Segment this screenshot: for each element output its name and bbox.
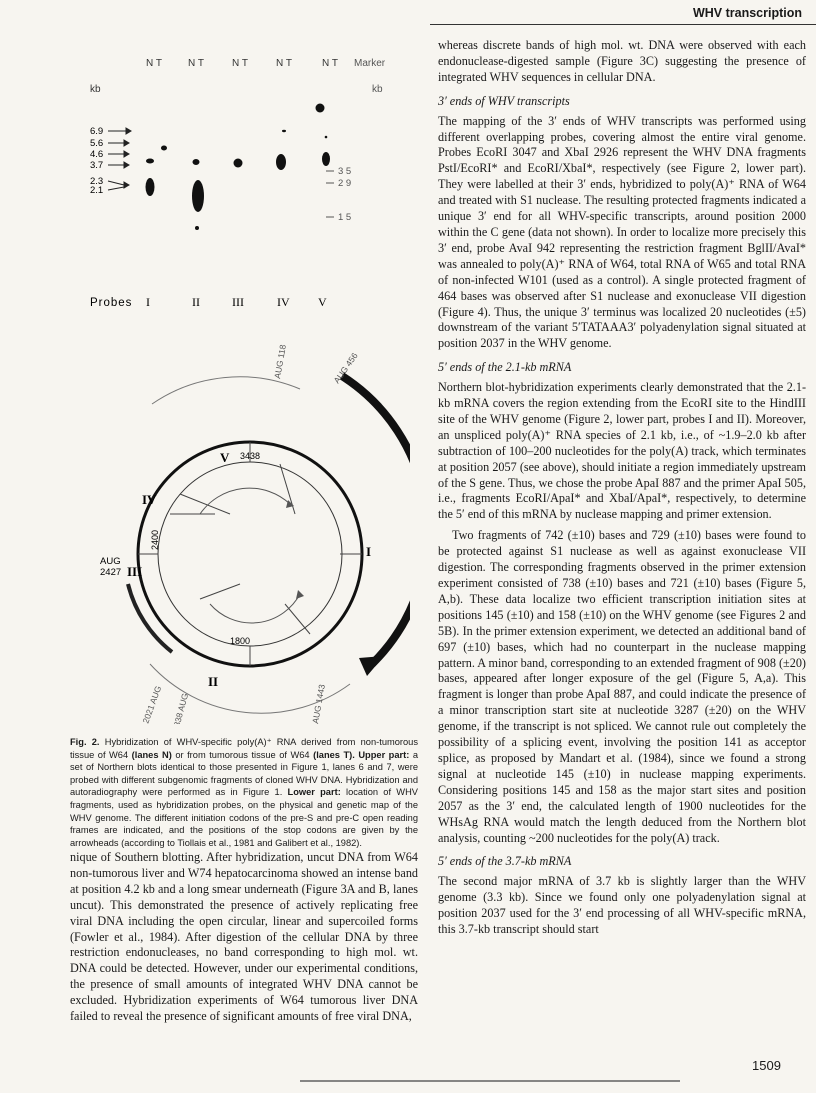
lane-label-4: N T [276,58,292,69]
heading-5prime-3-7kb: 5′ ends of the 3.7-kb mRNA [438,854,572,869]
genome-map [100,344,410,724]
map-numeral-3: III [127,564,143,579]
marker-1-5: 1 5 [338,212,352,223]
outer-label-2021-aug: 2021 AUG [140,684,164,724]
outer-arc-top [152,377,300,404]
figure-2 [80,44,410,724]
northern-blot [90,58,386,230]
caption-text-4: location of WHV fragments, used as hybridization probes, on the physical and genetic map of the WHV genome. The different initiation codons of the pre-S and pre-C open reading frames are indicated, and the positions of the stop codons are given by the arrowheads (according to Tiollais et al., 1981 and Galibert et al., 1982). [70,787,418,848]
right-paragraph-0: whereas discrete bands of high mol. wt. DNA were observed with each endonuclease-digested sample (Figure 3C) suggesting the presence of integrated WHV sequences in cellular DNA. [438,38,806,84]
lane-label-3: N T [232,58,248,69]
marker-ticks [326,171,334,217]
map-numeral-1: I [366,544,372,559]
outer-label-aug-456: AUG 456 [331,350,360,386]
presc-arc [128,584,172,652]
probe-5: V [318,295,327,309]
page-number: 1509 [752,1058,781,1073]
running-head: WHV transcription [692,6,802,20]
probe-1: I [146,295,150,309]
size-3-7: 3.7 [90,160,104,171]
lane-label-1: N T [146,58,162,69]
inner-arrow-1 [200,488,290,514]
aug-2427-line1: AUG [100,556,121,567]
heading-3prime-ends: 3′ ends of WHV transcripts [438,93,570,108]
header-rule [430,24,816,25]
marker-3-5: 3 5 [338,166,352,177]
map-position-1800: 1800 [230,636,251,646]
caption-lower-label: Lower part: [287,787,341,798]
s-gene-arc [342,376,410,664]
left-paragraph: nique of Southern blotting. After hybridization, uncut DNA from W64 non-tumorous liver and W74 hepatocarcinoma showed an intense band at position 4.2 kb and a long smear underneath (Figure 3A and B, lanes uncut). This demonstrated the presence of actively replicating free viral DNA including the open circular, linear and supercoiled forms (Fowler et al., 1984). After digestion of the cellular DNA by three restriction endonucleases, no band corresponding to high mol. wt. DNA could be detected. However, under our experimental conditions, the presence of small amounts of integrated WHV DNA cannot be excluded. Hybridization experiments of W64 tumorous liver DNA failed to reveal the presence of significant amounts of free viral DNA, [70,850,418,1024]
size-2-3: 2.3 [90,176,104,187]
blot-bands [146,104,331,231]
caption-lanes-n: (lanes N) [131,749,172,760]
probe-2: II [192,295,200,309]
probes-row [90,295,327,309]
map-numeral-5: V [220,450,230,465]
map-position-2400: 2400 [150,529,160,550]
kb-right-label: kb [372,84,383,95]
right-paragraph-2: Northern blot-hybridization experiments clearly demonstrated that the 2.1-kb mRNA covers the region extending from the EcoRI site to the HindIII site of the WHV genome (Figure 2, lower part, probes I and II). Moreover, an unspliced poly(A)⁺ RNA species of 2.1 kb, i.e., of ~1.9–2.0 kb after subtraction of 100–200 nucleotides for the poly(A) track, which terminates at position 2057 (see above), should initiate a region immediately upstream of the S gene. Thus, we chose the probe ApaI 887 and the primer ApaI 505, i.e., fragments EcoRI/ApaI* and XbaI/ApaI*, respectively, to determine the 5′ end of this mRNA by nuclease mapping and primer extension. [438,380,806,522]
right-paragraph-3: Two fragments of 742 (±10) bases and 729 (±10) bases were found to be protected against S1 nuclease as well as against exonuclease VII digestion. The corresponding fragments observed in the primer extension experiment consisted of 738 (±10) bases and 721 (±10) bases (Figure 5, A,b). These data localize two efficient transcription initiation sites at positions 145 (±10) and 158 (±10) on the WHV genome (see Figures 2 and 5B). In the primer extension experiment, we detected an additional band of 697 (±10) bases, which had no counterpart in the nuclease mapping pattern. A minor band, corresponding to an extended fragment of 908 (±20) bases, appeared after longer exposure of the gel (Figure 5, A,a). This fragment is longer than probe ApaI 887, and could indicate the presence of a minor transcription start site at nucleotide 3287 (±20) on the WHV genome, if the transcript is not spliced. We cannot rule out completely the possibility of a splicing event, involving the position 141 as acceptor splice, as proposed by Mandart et al. (1984), since we found a strong signal at nucleotide 145 (±10) in nuclease mapping experiments. Considering positions 145 and 158 as the major start sites and position 2057 as the 3′ end, the calculated length of 1900 nucleotides for the WHsAg RNA would match the length deduced from the Northern blot analysis, counting ~200 nucleotides for the poly(A) track. [438,528,806,845]
marker-label: Marker [354,58,386,69]
aug-2427-line2: 2427 [100,567,122,578]
caption-text-2: or from tumorous tissue of W64 [171,749,314,760]
map-numeral-4: IV [142,492,157,507]
caption-upper-label: Upper part: [354,749,410,760]
inner-circle [158,462,342,646]
lane-label-2: N T [188,58,204,69]
size-arrows [108,128,131,190]
lane-label-5: N T [322,58,338,69]
inner-arrowhead-2 [296,590,304,599]
outer-label-aug-118: AUG 118 [272,343,288,380]
footer-rule [300,1080,680,1082]
right-paragraph-4: The second major mRNA of 3.7 kb is slightly larger than the WHV genome (3.3 kb). Since we found only one polyadenylation signal at position 2037 used for the 3′ end processing of all WHV-specific mRNA, this 3.7-kb transcript should start [438,874,806,937]
outer-circle [138,442,362,666]
kb-left-label: kb [90,84,101,95]
probes-label: Probes [90,297,133,309]
probe-3: III [232,295,244,309]
caption-lanes-t: (lanes T). [313,749,355,760]
caption-text-3: a set of Northern blots identical to those presented in Figure 1, lanes 6 and 7, were probed with different subgenomic fragments of cloned WHV DNA. Hybridization and autoradiography were performed as in Figure 1. [70,749,419,798]
size-2-1: 2.1 [90,185,104,196]
s-gene-arrowhead [359,656,384,676]
size-4-6: 4.6 [90,149,104,160]
left-column [70,850,418,1030]
heading-5prime-2-1kb: 5′ ends of the 2.1-kb mRNA [438,360,572,375]
map-numeral-2: II [208,674,219,689]
figure-caption [70,736,418,849]
inner-arrow-2 [210,594,300,623]
marker-2-9: 2 9 [338,178,352,189]
right-column [438,38,806,943]
figure-svg [80,44,410,724]
map-position-3438: 3438 [240,451,261,461]
outer-label-1838-aug: 1838 AUG [170,692,191,724]
size-5-6: 5.6 [90,138,104,149]
probe-4: IV [277,295,290,309]
caption-fig-label: Fig. 2. [70,737,100,747]
size-6-9: 6.9 [90,126,104,137]
caption-text-1: Hybridization of WHV-specific poly(A)⁺ RNA derived from non-tumorous tissue of W64 [70,737,418,760]
right-paragraph-1: The mapping of the 3′ ends of WHV transcripts was performed using different overlapping probes, covering almost the entire viral genome. Probes EcoRI 3047 and XbaI 2926 represent the WHV DNA fragments PstI/EcoRI* and EcoRI/XbaI*, respectively (see Figure 2, lower part). They were labelled at their 3′ ends, hybridized to poly(A)⁺ RNA of W64 and treated with S1 nuclease. The resulting protected fragments indicated a unique 3′ end for all WHV-specific transcripts, around position 2000 within the C gene (data not shown). In order to localize more precisely this 3′ end, probe AvaI 942 representing the restriction fragment BglII/AvaI* was annealed to poly(A)⁺ RNA of W64, total RNA of W65 and total RNA of non-infected W101 (used as a control). A single protected fragment of 464 bases was observed after S1 nuclease and exonuclease VII digestion (Figure 4). Thus, the unique 3′ terminus was localized 20 nucleotides (±5) downstream of the variant 5′TATAAA3′ polyadenylation signal situated at position 2037 in the WHV genome. [438,113,806,351]
outer-label-aug-1443: AUG 1443 [310,683,327,724]
